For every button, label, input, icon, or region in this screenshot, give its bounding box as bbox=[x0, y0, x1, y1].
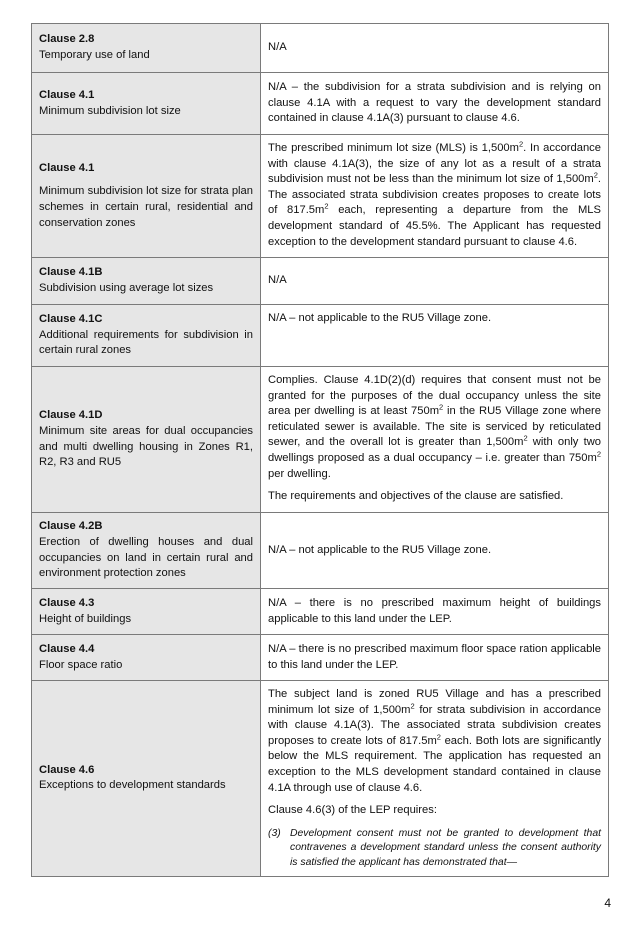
clause-cell bbox=[32, 681, 261, 877]
table-body bbox=[32, 24, 609, 877]
clause-number: Clause 4.1D bbox=[39, 409, 103, 422]
table-row bbox=[32, 24, 609, 73]
clause-cell bbox=[32, 24, 261, 73]
clause-number: Clause 2.8 bbox=[39, 33, 95, 46]
table-row bbox=[32, 135, 609, 258]
response-paragraph: Complies. Clause 4.1D(2)(d) requires that consent must not be granted for the purposes of the dual occupancy unless the site area per dwelling is at least $750m^2$ in the RU5 Village zone where reticulated sewer is available. The site is serviced by reticulated sewer, and the overall lot is greater than $1,500m^2$ with only two dwellings proposed as a dual occupancy – i.e. greater than $750m^2$ per dwelling. bbox=[268, 374, 601, 480]
table-row bbox=[32, 681, 609, 877]
response-cell bbox=[261, 635, 609, 681]
response-cell bbox=[261, 258, 609, 305]
clause-cell bbox=[32, 73, 261, 135]
quote-text: Development consent must not be granted to development that contravenes a development standard unless the consent authority is satisfied the applicant has demonstrated that— bbox=[290, 827, 601, 868]
legislation-quote bbox=[268, 827, 601, 870]
response-paragraph: N/A – not applicable to the RU5 Village zone. bbox=[268, 543, 492, 556]
clause-compliance-table bbox=[31, 23, 609, 877]
response-cell bbox=[261, 305, 609, 367]
clause-title: Temporary use of land bbox=[39, 49, 150, 61]
clause-number: Clause 4.6 bbox=[39, 763, 95, 776]
response-cell bbox=[261, 513, 609, 589]
response-paragraph: N/A – there is no prescribed maximum floor space ration applicable to this land under the LEP. bbox=[268, 642, 601, 671]
response-paragraph: N/A – the subdivision for a strata subdivision and is relying on clause 4.1A with a request to vary the development standard contained in clause 4.1A(3) pursuant to clause 4.6. bbox=[268, 81, 601, 125]
clause-number: Clause 4.2B bbox=[39, 520, 103, 533]
clause-title: Floor space ratio bbox=[39, 658, 123, 671]
response-cell bbox=[261, 24, 609, 73]
page-number: 4 bbox=[604, 896, 611, 910]
clause-cell bbox=[32, 513, 261, 589]
response-cell bbox=[261, 589, 609, 635]
table-row bbox=[32, 589, 609, 635]
clause-number: Clause 4.1 bbox=[39, 88, 95, 101]
response-paragraph: N/A – not applicable to the RU5 Village zone. bbox=[268, 312, 492, 324]
clause-cell bbox=[32, 135, 261, 258]
clause-cell bbox=[32, 305, 261, 367]
response-cell bbox=[261, 135, 609, 258]
clause-title: Minimum subdivision lot size for strata plan schemes in certain rural, residential and conservation zones bbox=[39, 185, 253, 229]
response-paragraph: Clause 4.6(3) of the LEP requires: bbox=[268, 804, 437, 817]
response-paragraph: The subject land is zoned RU5 Village and has a prescribed minimum lot size of $1,500m^2$ for strata subdivision in accordance with clause 4.1A(3). The associated strata subdivision creates proposes to create lots of $817.5m^2$ each. Both lots are significantly below the MLS requirement. The application has requested an exception to the MLS development standard contained in clause 4.1A through use of clause 4.6. bbox=[268, 688, 601, 794]
clause-number: Clause 4.4 bbox=[39, 642, 95, 655]
response-cell bbox=[261, 681, 609, 877]
clause-cell bbox=[32, 367, 261, 513]
clause-title: Exceptions to development standards bbox=[39, 779, 226, 792]
clause-title: Height of buildings bbox=[39, 612, 132, 625]
clause-title: Minimum site areas for dual occupancies and multi dwelling housing in Zones R1, R2, R3 and RU5 bbox=[39, 424, 253, 469]
table-row bbox=[32, 367, 609, 513]
clause-number: Clause 4.1B bbox=[39, 266, 103, 279]
table-row bbox=[32, 635, 609, 681]
clause-title: Additional requirements for subdivision in certain rural zones bbox=[39, 328, 253, 357]
clause-title: Minimum subdivision lot size bbox=[39, 104, 181, 117]
clause-cell bbox=[32, 258, 261, 305]
clause-number: Clause 4.1 bbox=[39, 161, 95, 174]
response-paragraph: The requirements and objectives of the clause are satisfied. bbox=[268, 490, 564, 503]
response-cell bbox=[261, 73, 609, 135]
response-paragraph: N/A – there is no prescribed maximum height of buildings applicable to this land under the LEP. bbox=[268, 596, 601, 625]
response-paragraph: N/A bbox=[268, 41, 287, 54]
clause-title: Subdivision using average lot sizes bbox=[39, 282, 214, 294]
response-paragraph: N/A bbox=[268, 274, 287, 287]
clause-number: Clause 4.3 bbox=[39, 596, 95, 609]
clause-cell bbox=[32, 589, 261, 635]
table-row bbox=[32, 513, 609, 589]
quote-number: (3) bbox=[268, 827, 281, 839]
table-row bbox=[32, 258, 609, 305]
clause-title: Erection of dwelling houses and dual occupancies on land in certain rural and environment protection zones bbox=[39, 535, 253, 580]
response-paragraph: The prescribed minimum lot size (MLS) is $1,500m^2$. In accordance with clause 4.1A(3), the size of any lot as a result of a strata subdivision must not be less than the minimum lot size of $1,500m^2$. The associated strata subdivision creates proposes to create lots of $817.5m^2$ each, representing a departure from the MLS development standard of 45.5%. The Applicant has requested exception to the development standard pursuant to clause 4.6. bbox=[268, 139, 601, 248]
table-row bbox=[32, 305, 609, 367]
table-row bbox=[32, 73, 609, 135]
clause-number: Clause 4.1C bbox=[39, 313, 103, 326]
response-cell bbox=[261, 367, 609, 513]
clause-cell bbox=[32, 635, 261, 681]
